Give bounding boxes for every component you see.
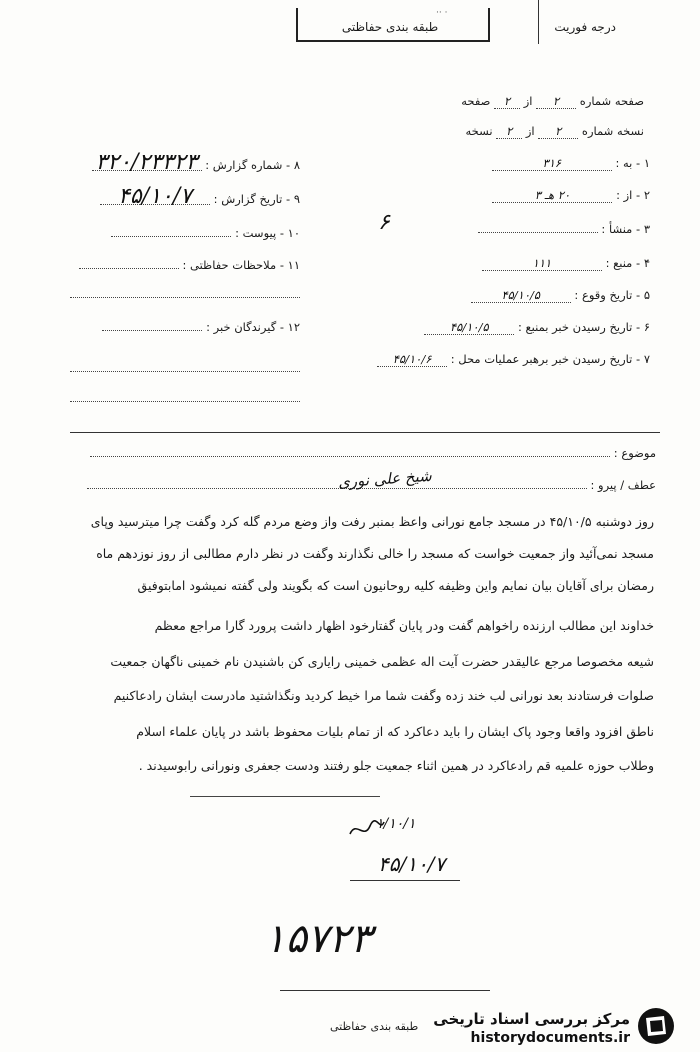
signature-scribble [346,814,386,844]
field-to: ۱ - به : ۳۱۶ [330,156,650,171]
body-line-6: صلوات فرستادند بعد نورانی لب خند زده وگفت شما مرا خیط کردید ونگذاشتید مادرست ایشان رادعاکنیم [113,688,654,703]
body-line-7: ناطق افزود واقعا وجود پاک ایشان را باید دعاکرد که از تمام بلیات محفوظ باشد در پایان علماء اسلام [136,724,654,739]
body-line-4: خداوند این مطالب ارزنده راخواهم گفت ودر پایان گفتارخود اظهار داشت پرورد گارا مراجع معظم [154,618,654,633]
body-line-1: روز دوشنبه ۴۵/۱۰/۵ در مسجد جامع نورانی واعظ بمنبر رفت واز وضع مردم گله کرد وگفت چرا میترسید وپای [90,514,654,529]
field-report-date: ۹ - تاریخ گزارش : ۴۵/۱۰/۷ [70,190,300,206]
body-line-8: وطلاب حوزه علمیه قم رادعاکرد در همین اثناء جمعیت جلو رفتند ودست جعفری ونورانی رابوسیدند . [138,758,654,773]
archive-logo-icon [634,1006,678,1046]
body-line-5: شیعه مخصوصا مرجع عالیقدر حضرت آیت اله عظمی خمینی رایاری کن باشنیدن نام خمینی ناگهان جمعیت [110,654,654,669]
copy-number-row: نسخه شماره ۲ از ۲ نسخه [465,124,644,138]
watermark-url: historydocuments.ir [470,1030,630,1046]
header-divider [538,0,539,44]
field-origin: ۳ - منشأ : [330,222,650,236]
classification-box-underline [296,40,490,42]
field-report-number: ۸ - شماره گزارش : ۳۲۰/۲۳۳۲۳ [70,156,300,172]
field-received-leader-date: ۷ - تاریخ رسیدن خبر برهبر عملیات محل : ۴۵/۱۰/۶ [310,352,650,367]
body-line-3: رمضان برای آقایان بیان نمایم واین وظیفه کلیه روحانیون است که بگویند ولی گفته نمیشود امابتوفیق [137,578,654,593]
archive-number: ۱۵۷۲۳ [264,916,372,962]
watermark-title: مرکز بررسی اسناد تاریخی [433,1010,630,1028]
page-number-row: صفحه شماره ۲ از ۲ صفحه [461,94,644,108]
recipients-line-1 [70,370,300,372]
subject-row: موضوع : [76,446,656,460]
field-received-source-date: ۶ - تاریخ رسیدن خبر بمنبع : ۴۵/۱۰/۵ [320,320,650,335]
header-mark: ·· · [436,8,448,18]
field-event-date: ۵ - تاریخ وقوع : ۴۵/۱۰/۵ [330,288,650,303]
classification-title: طبقه بندی حفاظتی [341,20,439,34]
body-line-2: مسجد نمی‌آئید واز جمعیت خواست که مسجد را خالی نگذارند وگفت در نظر دارم مطالبی از روز نوزدهم ماه [96,546,654,561]
handwritten-subject: شیخ علی نوری [337,466,433,492]
signature-date: ۴۵/۱۰/۷ [378,852,446,876]
field-from: ۲ - از : ۲۰ هـ ۳ [330,188,650,203]
field-attachment: ۱۰ - پیوست : [70,226,300,240]
signature-initials: ۱/۱۰/۱ [376,816,416,832]
signature-date-underline [350,880,460,881]
field-security-notes: ۱۱ - ملاحظات حفاظتی : [70,258,300,272]
footer-classification: طبقه بندی حفاظتی [330,1020,419,1033]
field-source: ۴ - منبع : ۱۱۱ [330,256,650,271]
recipients-line-2 [70,400,300,402]
field-recipients: ۱۲ - گیرندگان خبر : [70,320,300,334]
reference-row: عطف / پیرو : [76,478,656,492]
security-notes-line [70,296,300,298]
footer-divider [280,990,490,991]
signature-line [190,796,380,797]
priority-label: درجه فوریت [554,20,616,34]
handwritten-mark: ۶ [378,210,390,235]
section-divider [70,432,660,433]
